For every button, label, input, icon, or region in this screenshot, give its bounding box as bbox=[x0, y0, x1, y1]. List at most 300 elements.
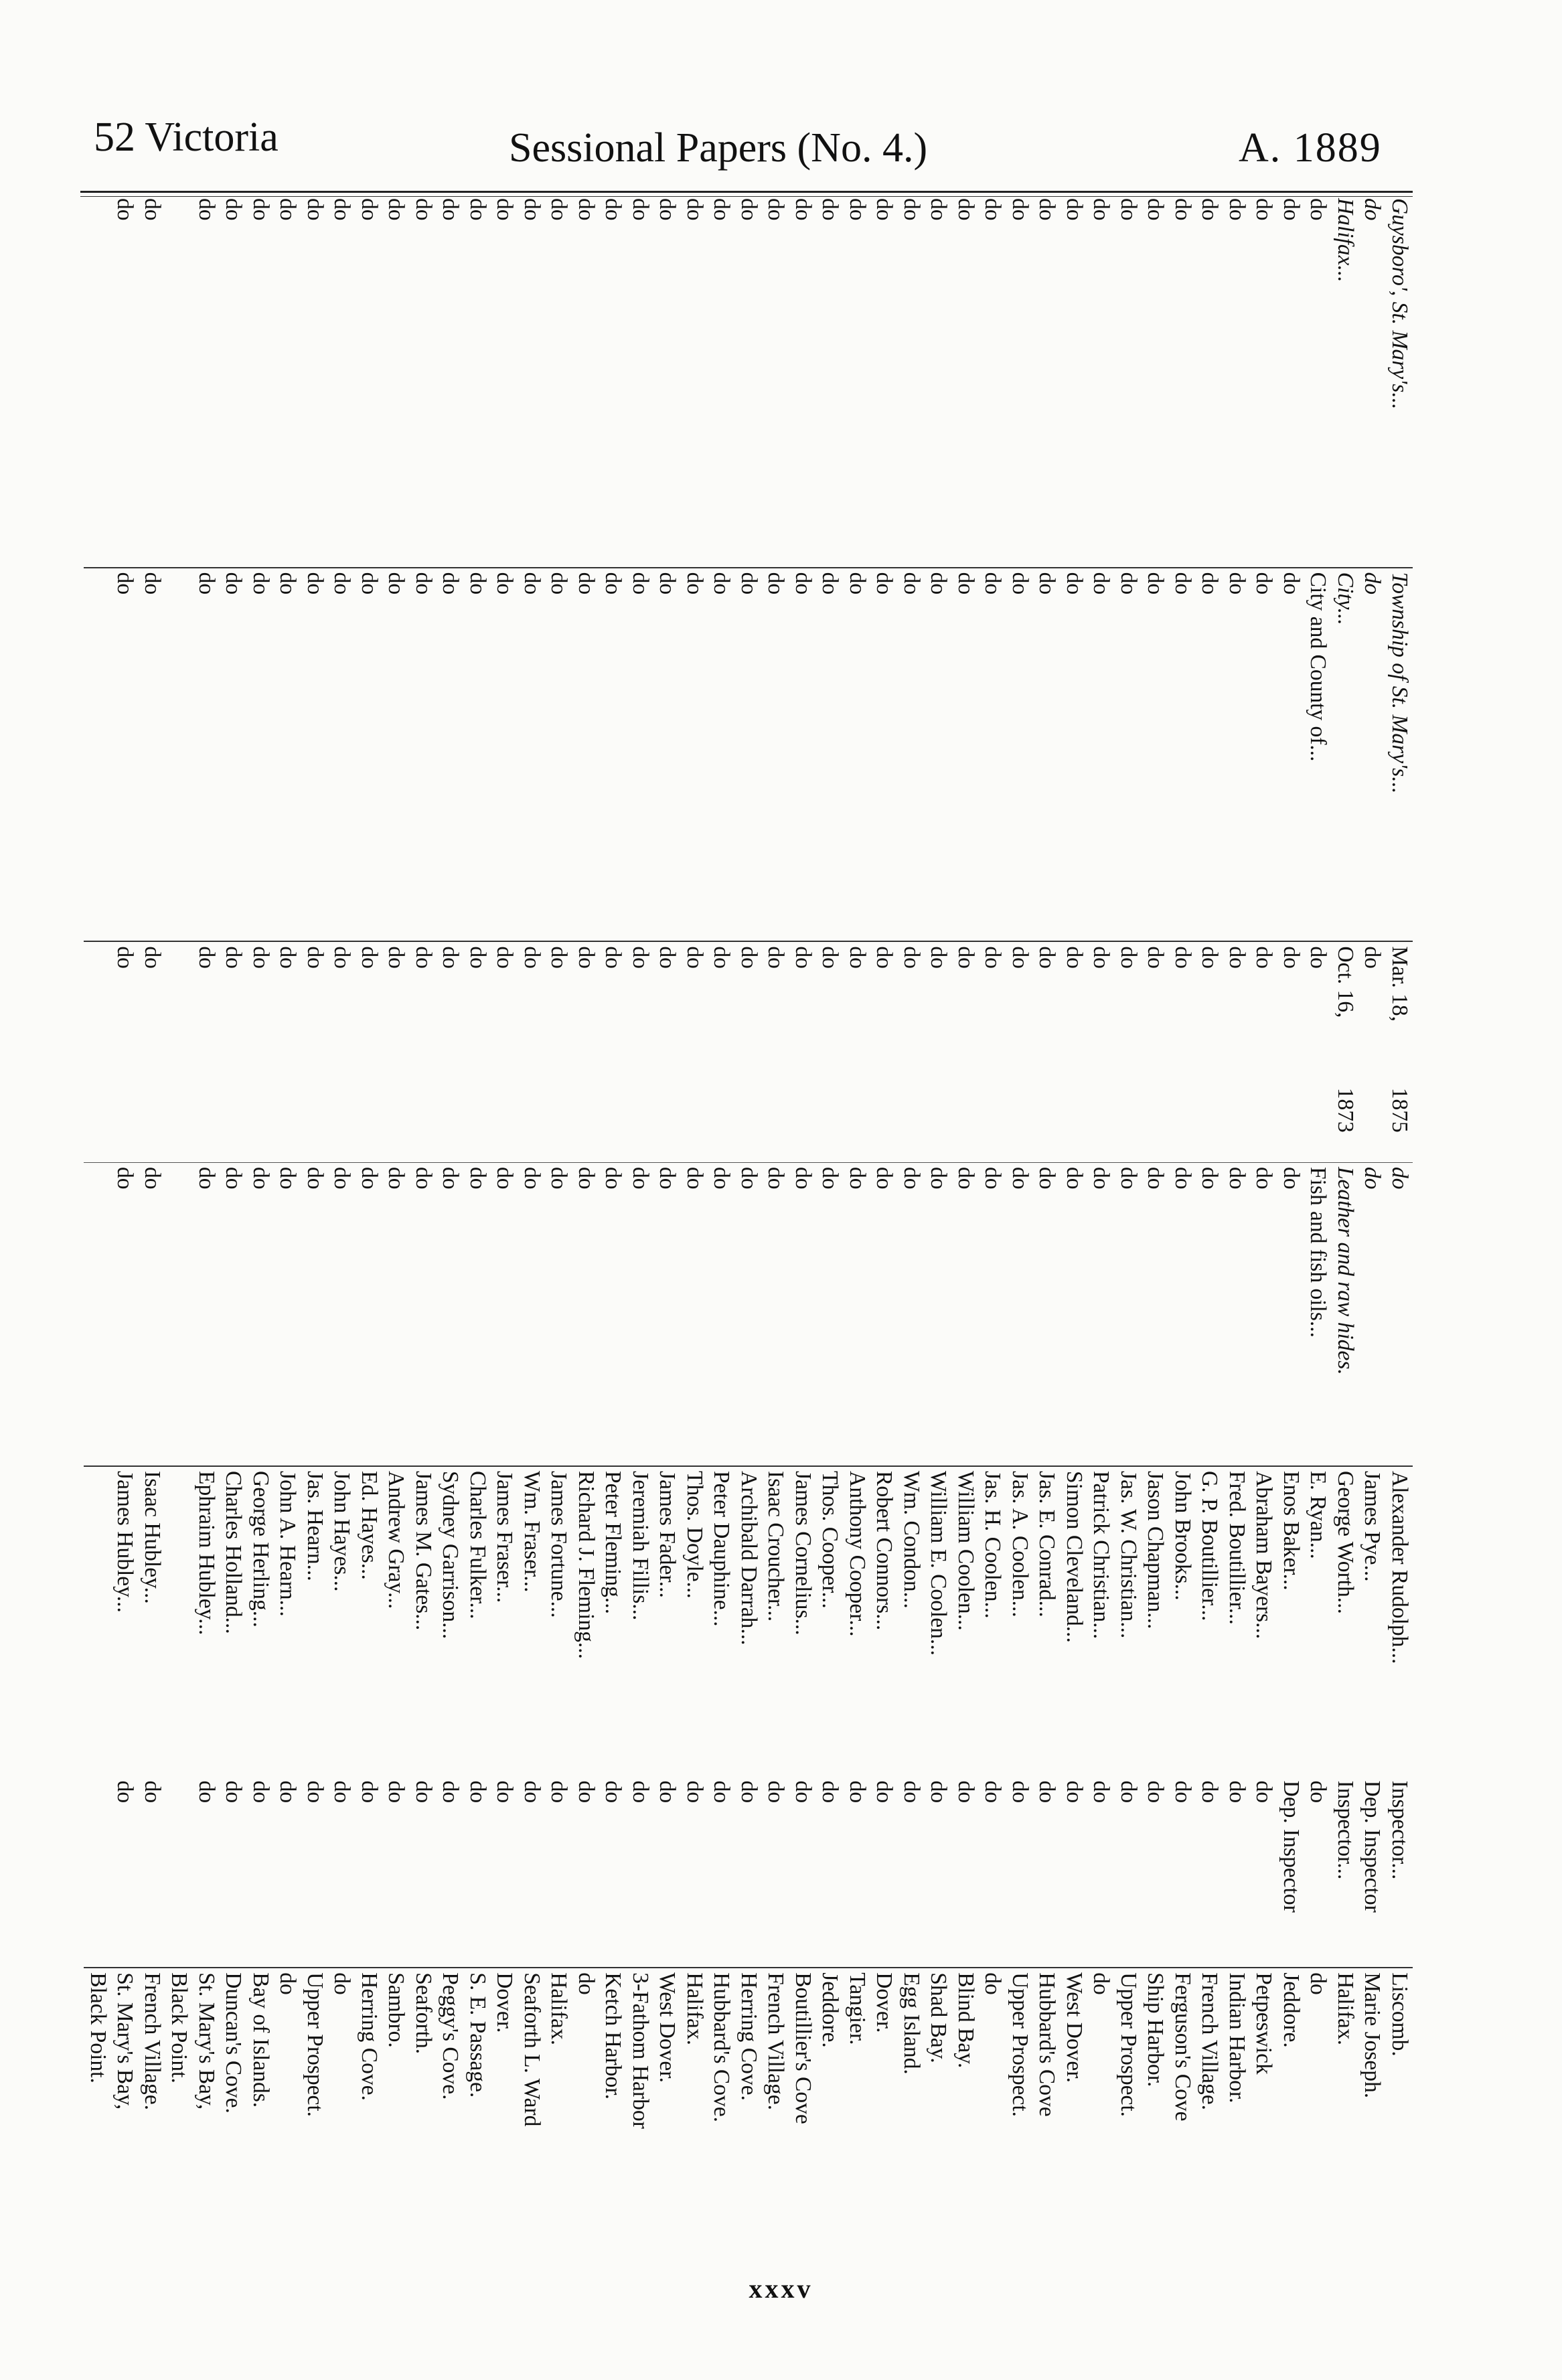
table-cell bbox=[165, 1777, 193, 1968]
table-cell bbox=[165, 194, 193, 568]
table-cell: do bbox=[1087, 1162, 1115, 1466]
table-cell: Herring Cove. bbox=[356, 1968, 383, 2236]
table-cell: do bbox=[437, 568, 464, 942]
table-cell: do bbox=[980, 198, 1006, 221]
table-cell: do bbox=[763, 1780, 789, 1804]
table-cell: Peggy's Cove. bbox=[437, 1968, 464, 2236]
table-cell: do bbox=[248, 198, 273, 221]
table-cell bbox=[681, 1084, 708, 1163]
table-cell bbox=[84, 1162, 112, 1466]
table-cell bbox=[220, 1084, 247, 1163]
table-cell: do bbox=[872, 1780, 897, 1804]
table-cell: do bbox=[438, 1780, 463, 1804]
table-cell: do bbox=[1034, 198, 1060, 221]
table-row bbox=[870, 194, 898, 2236]
table-cell: do bbox=[1277, 941, 1305, 1083]
table-cell: do bbox=[925, 568, 952, 942]
table-cell: do bbox=[1008, 1780, 1032, 1804]
table-cell: do bbox=[952, 941, 980, 1083]
table-cell: James Fader... bbox=[653, 1466, 681, 1777]
table-row bbox=[735, 194, 763, 2236]
table-cell: Jas. E. Conrad... bbox=[1033, 1466, 1061, 1777]
table-cell: do bbox=[1115, 941, 1142, 1083]
table-cell: do bbox=[1304, 1968, 1332, 2236]
table-row bbox=[599, 194, 627, 2236]
table-cell: do bbox=[329, 1780, 355, 1804]
table-cell: do bbox=[1170, 1780, 1195, 1804]
table-cell: do bbox=[709, 198, 734, 221]
table-cell: do bbox=[357, 1780, 382, 1804]
table-cell: West Dover. bbox=[1061, 1968, 1088, 2236]
table-cell: Richard J. Fleming... bbox=[572, 1466, 600, 1777]
table-cell: do bbox=[979, 568, 1006, 942]
table-cell: do bbox=[1087, 568, 1115, 942]
table-cell: do bbox=[979, 941, 1006, 1083]
table-cell: do bbox=[303, 198, 327, 221]
table-cell: Enos Baker... bbox=[1277, 1466, 1305, 1777]
table-row bbox=[84, 194, 112, 2236]
table-cell: do bbox=[1062, 198, 1087, 221]
table-cell: do bbox=[111, 1162, 139, 1466]
table-cell: City... bbox=[1332, 568, 1359, 942]
table-row bbox=[165, 194, 193, 2236]
table-cell: do bbox=[1089, 198, 1114, 221]
table-cell bbox=[1006, 1084, 1034, 1163]
table-cell: do bbox=[464, 941, 491, 1083]
table-cell: Jeremiah Fillis... bbox=[627, 1466, 654, 1777]
table-cell: do bbox=[193, 568, 220, 942]
table-cell bbox=[84, 194, 112, 568]
table-cell bbox=[84, 1466, 112, 1777]
table-cell: do bbox=[328, 941, 356, 1083]
table-row bbox=[1223, 194, 1251, 2236]
table-cell: do bbox=[464, 568, 491, 942]
table-cell: do bbox=[139, 568, 166, 942]
table-cell: do bbox=[1008, 198, 1032, 221]
table-cell: Jas. W. Christian... bbox=[1115, 1466, 1142, 1777]
table-cell: do bbox=[518, 1162, 546, 1466]
table-cell: do bbox=[1197, 1780, 1223, 1804]
table-row bbox=[247, 194, 275, 2236]
table-row bbox=[220, 194, 247, 2236]
table-cell: do bbox=[1143, 198, 1168, 221]
table-cell: French Village. bbox=[762, 1968, 789, 2236]
table-cell: do bbox=[303, 1780, 327, 1804]
table-cell: Halifax. bbox=[1332, 1968, 1359, 2236]
table-cell: do bbox=[247, 1162, 275, 1466]
table-cell: Dover. bbox=[870, 1968, 898, 2236]
table-cell bbox=[464, 1084, 491, 1163]
table-cell: St. Mary's Bay, bbox=[193, 1968, 220, 2236]
table-cell: do bbox=[601, 1780, 626, 1804]
table-cell bbox=[1358, 1084, 1386, 1163]
table-cell: do bbox=[627, 1162, 654, 1466]
table-cell: do bbox=[816, 568, 844, 942]
table-cell bbox=[1250, 1084, 1277, 1163]
table-cell: do bbox=[1116, 1780, 1141, 1804]
table-cell: do bbox=[357, 198, 382, 221]
table-cell: Robert Connors... bbox=[870, 1466, 898, 1777]
table-cell: Seaforth L. Ward bbox=[518, 1968, 546, 2236]
table-cell: do bbox=[545, 568, 572, 942]
rotated-table-wrapper bbox=[87, 194, 1413, 2236]
table-cell: do bbox=[464, 1162, 491, 1466]
table-cell bbox=[816, 1084, 844, 1163]
table-cell: Herring Cove. bbox=[735, 1968, 763, 2236]
table-cell: do bbox=[1142, 941, 1169, 1083]
table-cell: do bbox=[382, 568, 410, 942]
table-cell bbox=[1087, 1084, 1115, 1163]
table-cell: do bbox=[1169, 568, 1196, 942]
table-cell: West Dover. bbox=[653, 1968, 681, 2236]
table-cell bbox=[653, 1084, 681, 1163]
table-cell: do bbox=[953, 198, 978, 221]
table-row bbox=[274, 194, 301, 2236]
table-cell: do bbox=[301, 941, 329, 1083]
table-cell: Archibald Darrah... bbox=[735, 1466, 763, 1777]
table-cell: do bbox=[546, 1780, 572, 1804]
table-cell: do bbox=[193, 1162, 220, 1466]
table-cell: do bbox=[1033, 568, 1061, 942]
running-head-right: A. 1889 bbox=[1239, 125, 1382, 171]
table-cell: Abraham Bayers... bbox=[1250, 1466, 1277, 1777]
table-cell bbox=[165, 1084, 193, 1163]
table-cell: do bbox=[274, 568, 301, 942]
table-cell: do bbox=[898, 1162, 925, 1466]
table-cell: do bbox=[628, 198, 653, 221]
table-cell: do bbox=[870, 1162, 898, 1466]
table-cell: Marie Joseph. bbox=[1358, 1968, 1386, 2236]
table-cell: do bbox=[572, 1968, 600, 2236]
table-cell: do bbox=[1115, 568, 1142, 942]
table-cell: do bbox=[1170, 198, 1195, 221]
table-cell: do bbox=[274, 1968, 301, 2236]
table-cell: do bbox=[736, 1780, 761, 1804]
table-cell: Simon Cleveland... bbox=[1061, 1466, 1088, 1777]
table-cell: do bbox=[1223, 568, 1251, 942]
table-cell: Charles Holland... bbox=[220, 1466, 247, 1777]
table-cell: do bbox=[1358, 568, 1386, 942]
table-cell: do bbox=[898, 941, 925, 1083]
table-row bbox=[1142, 194, 1169, 2236]
table-cell: do bbox=[520, 198, 544, 221]
table-cell: Leather and raw hides. bbox=[1332, 1162, 1359, 1466]
table-cell: do bbox=[1169, 1162, 1196, 1466]
table-cell: Upper Prospect. bbox=[1115, 1968, 1142, 2236]
table-cell: do bbox=[899, 1780, 924, 1804]
table-cell: do bbox=[301, 568, 329, 942]
table-cell: do bbox=[140, 198, 165, 221]
table-cell bbox=[84, 1777, 112, 1968]
table-cell: do bbox=[1169, 941, 1196, 1083]
table-cell: do bbox=[952, 568, 980, 942]
table-cell: do bbox=[112, 198, 138, 221]
table-cell: do bbox=[1115, 1162, 1142, 1466]
table-cell: do bbox=[844, 941, 871, 1083]
table-cell: G. P. Boutillier... bbox=[1196, 1466, 1223, 1777]
page-header bbox=[0, 114, 1562, 187]
table-cell: City and County of... bbox=[1304, 568, 1332, 942]
table-cell: do bbox=[791, 1780, 815, 1804]
table-cell: do bbox=[572, 568, 600, 942]
table-cell: do bbox=[111, 568, 139, 942]
table-cell bbox=[328, 1084, 356, 1163]
table-cell: do bbox=[520, 1780, 544, 1804]
table-cell: James Cornelius... bbox=[789, 1466, 817, 1777]
table-cell bbox=[870, 1084, 898, 1163]
table-row bbox=[762, 194, 789, 2236]
table-cell: do bbox=[1360, 198, 1385, 221]
table-cell: do bbox=[1304, 941, 1332, 1083]
table-cell: Peter Fleming... bbox=[599, 1466, 627, 1777]
table-row bbox=[789, 194, 817, 2236]
table-cell: do bbox=[1197, 198, 1223, 221]
table-cell: do bbox=[139, 941, 166, 1083]
table-row bbox=[1087, 194, 1115, 2236]
table-cell: John A. Hearn... bbox=[274, 1466, 301, 1777]
table-row bbox=[1061, 194, 1088, 2236]
table-cell: do bbox=[574, 1780, 599, 1804]
table-row bbox=[816, 194, 844, 2236]
table-cell bbox=[1196, 1084, 1223, 1163]
table-row bbox=[328, 194, 356, 2236]
table-cell: Oct. 16, bbox=[1332, 941, 1359, 1083]
table-cell: do bbox=[762, 568, 789, 942]
table-cell: do bbox=[301, 1162, 329, 1466]
table-cell: do bbox=[194, 198, 219, 221]
table-cell: do bbox=[274, 1162, 301, 1466]
table-cell: do bbox=[1087, 941, 1115, 1083]
table-cell: do bbox=[194, 1780, 219, 1804]
table-cell bbox=[1169, 1084, 1196, 1163]
table-cell: do bbox=[628, 1780, 653, 1804]
table-cell: Ferguson's Cove bbox=[1169, 1968, 1196, 2236]
table-cell: do bbox=[926, 198, 951, 221]
table-cell: do bbox=[870, 568, 898, 942]
table-cell: do bbox=[1061, 1162, 1088, 1466]
table-cell: do bbox=[1033, 1162, 1061, 1466]
table-cell bbox=[437, 1084, 464, 1163]
table-cell bbox=[301, 1084, 329, 1163]
table-cell: do bbox=[1089, 1780, 1114, 1804]
table-cell: Jeddore. bbox=[1277, 1968, 1305, 2236]
table-cell: Sydney Garrison... bbox=[437, 1466, 464, 1777]
table-cell: do bbox=[1006, 941, 1034, 1083]
table-row bbox=[193, 194, 220, 2236]
table-cell: do bbox=[627, 568, 654, 942]
table-cell bbox=[952, 1084, 980, 1163]
table-cell: do bbox=[193, 941, 220, 1083]
table-cell: Guysboro', St. Mary's... bbox=[1387, 198, 1412, 410]
table-row bbox=[410, 194, 437, 2236]
table-cell: Peter Dauphine... bbox=[708, 1466, 735, 1777]
table-cell: S. E. Passage. bbox=[464, 1968, 491, 2236]
table-cell: do bbox=[1250, 568, 1277, 942]
table-cell: do bbox=[384, 1780, 409, 1804]
table-cell bbox=[545, 1084, 572, 1163]
table-cell: do bbox=[735, 1162, 763, 1466]
table-cell: do bbox=[1006, 568, 1034, 942]
table-cell: do bbox=[248, 1780, 273, 1804]
table-cell: do bbox=[789, 568, 817, 942]
table-cell bbox=[165, 568, 193, 942]
table-cell: do bbox=[356, 941, 383, 1083]
table-row bbox=[1277, 194, 1305, 2236]
table-cell: do bbox=[384, 198, 409, 221]
table-cell: Halifax. bbox=[545, 1968, 572, 2236]
table-cell: do bbox=[465, 1780, 490, 1804]
table-cell: do bbox=[681, 941, 708, 1083]
table-cell: Hubbard's Cove. bbox=[708, 1968, 735, 2236]
table-cell: do bbox=[1306, 198, 1331, 221]
table-cell: St. Mary's Bay, bbox=[111, 1968, 139, 2236]
table-cell: do bbox=[845, 198, 870, 221]
table-cell: do bbox=[1087, 1968, 1115, 2236]
table-cell bbox=[111, 1084, 139, 1163]
table-cell: E. Ryan... bbox=[1304, 1466, 1332, 1777]
table-cell: do bbox=[1277, 1162, 1305, 1466]
table-cell: do bbox=[572, 941, 600, 1083]
table-cell: French Village. bbox=[1196, 1968, 1223, 2236]
table-cell: do bbox=[925, 1162, 952, 1466]
table-cell: do bbox=[1251, 198, 1277, 221]
table-cell: do bbox=[708, 568, 735, 942]
table-cell: do bbox=[1358, 941, 1386, 1083]
table-cell: do bbox=[980, 1780, 1006, 1804]
table-cell: do bbox=[518, 568, 546, 942]
table-cell: do bbox=[1225, 198, 1249, 221]
table-cell bbox=[193, 1084, 220, 1163]
table-row bbox=[952, 194, 980, 2236]
table-cell: Isaac Hubley... bbox=[139, 1466, 166, 1777]
table-cell: George Worth... bbox=[1332, 1466, 1359, 1777]
table-row bbox=[518, 194, 546, 2236]
table-cell: James Hubley... bbox=[111, 1466, 139, 1777]
table-cell: Ed. Hayes... bbox=[356, 1466, 383, 1777]
table-cell: do bbox=[898, 568, 925, 942]
table-cell: James Fraser... bbox=[491, 1466, 518, 1777]
table-row bbox=[708, 194, 735, 2236]
table-cell: do bbox=[545, 941, 572, 1083]
table-cell: Boutillier's Cove bbox=[789, 1968, 817, 2236]
table-cell: do bbox=[1116, 198, 1141, 221]
table-cell: do bbox=[328, 1162, 356, 1466]
table-cell: Thos. Doyle... bbox=[681, 1466, 708, 1777]
table-body bbox=[84, 194, 1413, 2236]
table-cell: Upper Prospect. bbox=[1006, 1968, 1034, 2236]
table-cell: Mar. 18, bbox=[1386, 941, 1413, 1083]
table-cell: French Village. bbox=[139, 1968, 166, 2236]
top-rule bbox=[80, 191, 1413, 193]
table-cell: do bbox=[816, 1162, 844, 1466]
table-cell bbox=[1061, 1084, 1088, 1163]
table-cell: do bbox=[736, 198, 761, 221]
table-cell: do bbox=[328, 1968, 356, 2236]
table-cell: Township of St. Mary's... bbox=[1386, 568, 1413, 942]
table-cell bbox=[165, 1466, 193, 1777]
table-cell: do bbox=[411, 198, 436, 221]
table-cell: do bbox=[681, 1162, 708, 1466]
table-cell bbox=[382, 1084, 410, 1163]
table-cell: Anthony Cooper... bbox=[844, 1466, 871, 1777]
table-cell: do bbox=[574, 198, 599, 221]
table-cell: Andrew Gray... bbox=[382, 1466, 410, 1777]
table-cell: 1873 bbox=[1333, 1087, 1358, 1133]
table-cell: do bbox=[438, 198, 463, 221]
table-cell: do bbox=[491, 941, 518, 1083]
table-cell bbox=[247, 1084, 275, 1163]
table-cell: do bbox=[139, 1162, 166, 1466]
table-cell: Black Point. bbox=[84, 1968, 112, 2236]
table-cell bbox=[708, 1084, 735, 1163]
table-cell: do bbox=[1033, 941, 1061, 1083]
table-cell bbox=[1304, 1084, 1332, 1163]
table-cell: do bbox=[599, 941, 627, 1083]
table-cell: do bbox=[1034, 1780, 1060, 1804]
table-cell: Jason Chapman... bbox=[1142, 1466, 1169, 1777]
table-cell: Dover. bbox=[491, 1968, 518, 2236]
table-cell: do bbox=[491, 568, 518, 942]
table-cell: do bbox=[1061, 941, 1088, 1083]
table-cell: do bbox=[682, 198, 707, 221]
table-cell: James M. Gates... bbox=[410, 1466, 437, 1777]
table-cell bbox=[572, 1084, 600, 1163]
table-cell bbox=[84, 568, 112, 942]
table-cell bbox=[356, 1084, 383, 1163]
table-cell: do bbox=[1062, 1780, 1087, 1804]
table-row bbox=[925, 194, 952, 2236]
table-cell: do bbox=[356, 568, 383, 942]
table-row bbox=[1006, 194, 1034, 2236]
table-cell: do bbox=[465, 198, 490, 221]
table-cell: do bbox=[653, 568, 681, 942]
table-row bbox=[844, 194, 871, 2236]
table-row bbox=[1250, 194, 1277, 2236]
table-cell: do bbox=[845, 1780, 870, 1804]
table-cell: do bbox=[328, 568, 356, 942]
table-cell bbox=[599, 1084, 627, 1163]
table-cell: do bbox=[653, 1162, 681, 1466]
table-cell bbox=[979, 1084, 1006, 1163]
table-cell: Halifax... bbox=[1333, 198, 1358, 283]
table-cell: do bbox=[1225, 1780, 1249, 1804]
table-cell bbox=[1277, 1084, 1305, 1163]
table-cell: do bbox=[411, 1780, 436, 1804]
table-row bbox=[111, 194, 139, 2236]
table-cell: do bbox=[682, 1780, 707, 1804]
table-cell: do bbox=[872, 198, 897, 221]
table-cell: John Brooks... bbox=[1169, 1466, 1196, 1777]
table-cell: do bbox=[763, 198, 789, 221]
table-cell: do bbox=[709, 1780, 734, 1804]
table-row bbox=[1304, 194, 1332, 2236]
table-cell: Wm. Condon... bbox=[898, 1466, 925, 1777]
table-row bbox=[627, 194, 654, 2236]
table-cell bbox=[165, 941, 193, 1083]
table-cell: do bbox=[899, 198, 924, 221]
table-cell: do bbox=[247, 941, 275, 1083]
table-row bbox=[464, 194, 491, 2236]
table-cell bbox=[789, 1084, 817, 1163]
table-row bbox=[356, 194, 383, 2236]
table-cell: do bbox=[627, 941, 654, 1083]
table-cell: do bbox=[221, 198, 246, 221]
table-cell: Sambro. bbox=[382, 1968, 410, 2236]
table-cell: do bbox=[735, 941, 763, 1083]
running-head-left: 52 Victoria bbox=[94, 114, 279, 160]
table-cell: do bbox=[491, 1162, 518, 1466]
table-cell bbox=[1223, 1084, 1251, 1163]
